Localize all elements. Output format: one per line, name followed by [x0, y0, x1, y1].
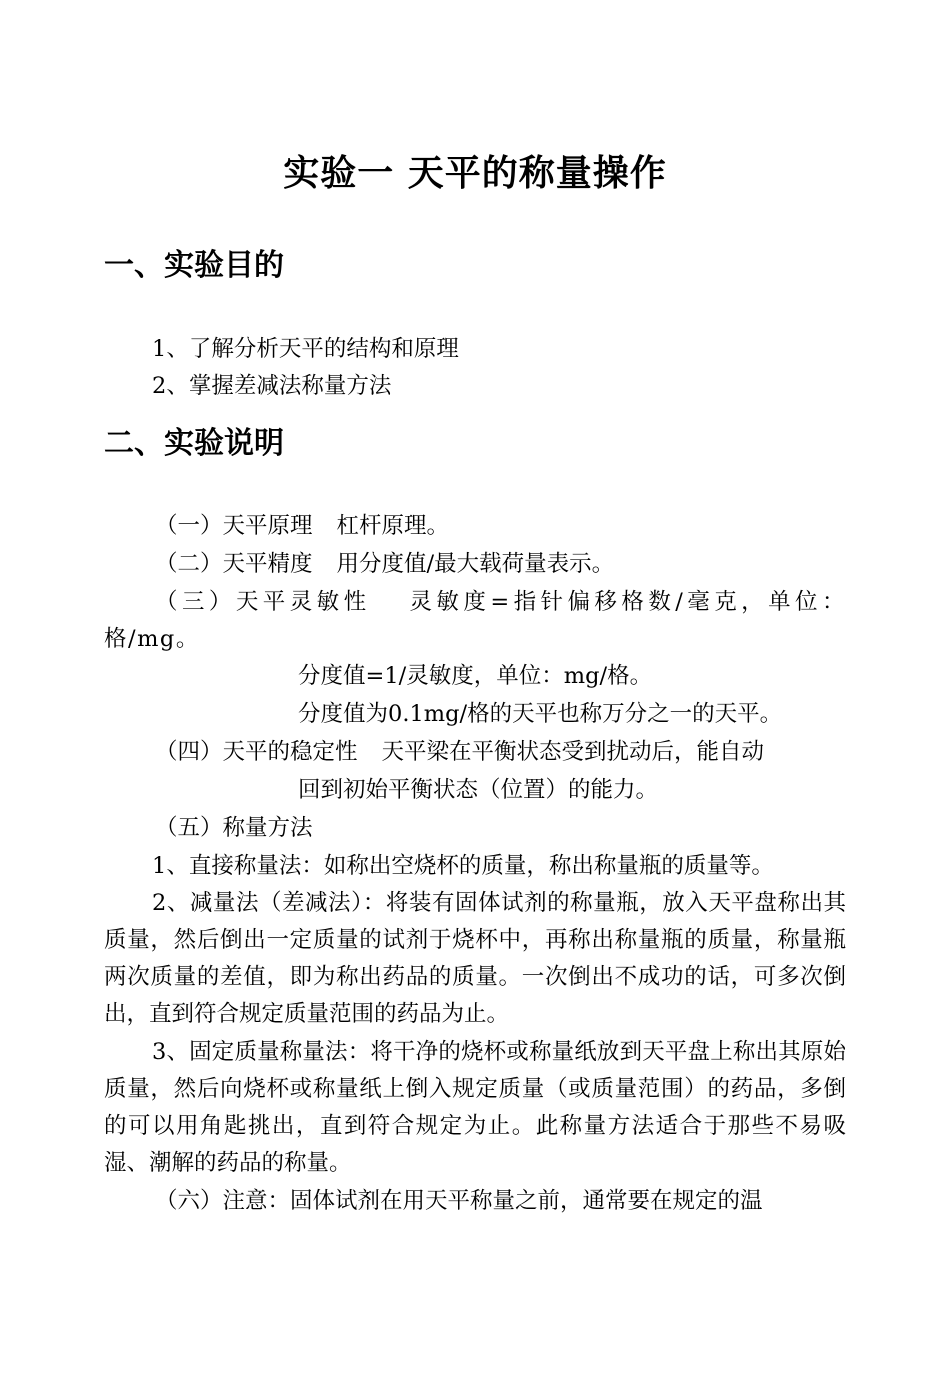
purpose-item-2: 2、掌握差减法称量方法: [152, 373, 392, 399]
explanation-item-2: [155, 546, 614, 582]
item-3-label: （三）天平灵敏性: [155, 589, 371, 615]
item-2-label: （二）天平精度: [155, 551, 313, 577]
item-4-label: （四）天平的稳定性: [155, 739, 358, 765]
item-4-text: 天平梁在平衡状态受到扰动后，能自动: [381, 739, 765, 765]
document-title: 实验一 天平的称量操作: [283, 153, 667, 194]
weighing-method-2: 2、减量法（差减法）：将装有固体试剂的称量瓶，放入天平盘称出其质量，然后倒出一定质量的试剂于烧杯中，再称出称量瓶的质量，称量瓶两次质量的差值，即为称出药品的质量。一次倒出不成功的话，可多次倒出，直到符合规定质量范围的药品为止。: [104, 890, 846, 1027]
section-heading-purpose: 一、实验目的: [104, 248, 284, 283]
explanation-item-6: （六）注意：固体试剂在用天平称量之前，通常要在规定的温: [155, 1188, 763, 1214]
item-1-text: 杠杆原理。: [336, 513, 450, 539]
explanation-item-3: [104, 584, 846, 658]
purpose-item-1: 1、了解分析天平的结构和原理: [152, 336, 459, 362]
section-heading-explanation: 二、实验说明: [104, 426, 284, 461]
explanation-item-5: （五）称量方法: [155, 815, 313, 841]
item-1-label: （一）天平原理: [155, 513, 313, 539]
explanation-item-1: [155, 508, 449, 544]
item-2-text: 用分度值/最大载荷量表示。: [336, 551, 615, 577]
sensitivity-formula-1: 分度值=1/灵敏度，单位：mg/格。: [298, 663, 653, 689]
item-3-text: 灵敏度=指针偏移格数/毫克，单位：格/mg。: [104, 589, 846, 652]
weighing-method-1: 1、直接称量法：如称出空烧杯的质量，称出称量瓶的质量等。: [152, 853, 774, 879]
sensitivity-formula-2: 分度值为0.1mg/格的天平也称万分之一的天平。: [298, 701, 783, 727]
weighing-method-3: 3、固定质量称量法：将干净的烧杯或称量纸放到天平盘上称出其原始质量，然后向烧杯或称量纸上倒入规定质量（或质量范围）的药品，多倒的可以用角匙挑出，直到符合规定为止。此称量方法适合于那些不易吸湿、潮解的药品的称量。: [104, 1039, 846, 1176]
explanation-item-4: [155, 734, 764, 770]
item-4-continuation: 回到初始平衡状态（位置）的能力。: [298, 777, 659, 803]
